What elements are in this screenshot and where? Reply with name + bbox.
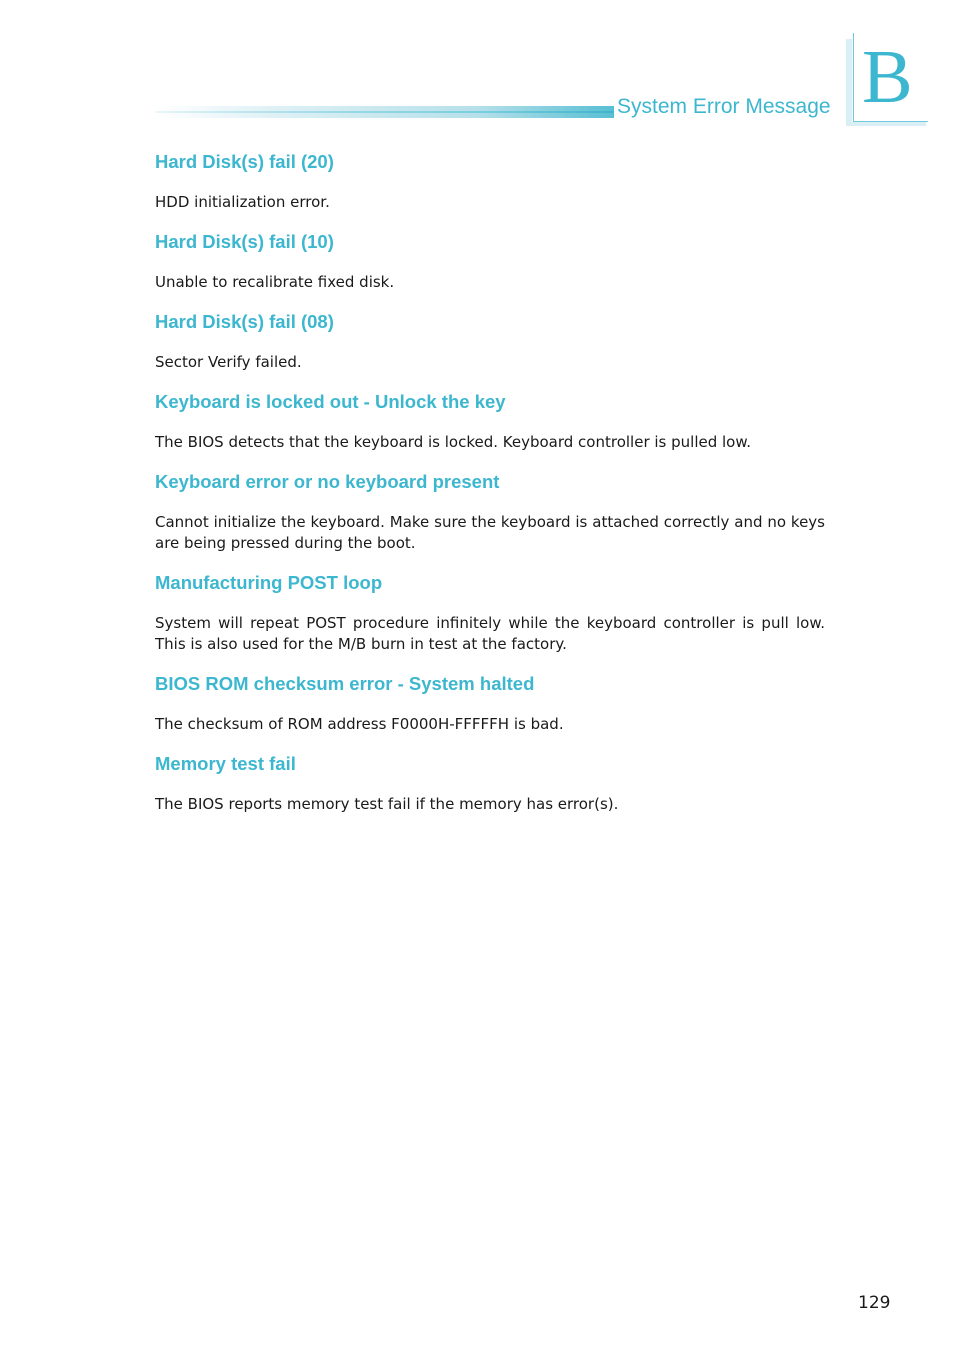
chapter-tab-shadow-left [846, 39, 852, 126]
error-title: BIOS ROM checksum error - System halted [155, 673, 535, 694]
error-description: Cannot initialize the keyboard. Make sure the keyboard is attached correctly and no keys are being pressed during the boot. [155, 513, 825, 552]
error-entry [155, 308, 825, 373]
header-gradient-bar [156, 106, 614, 118]
error-entry [155, 569, 825, 655]
error-entry [155, 468, 825, 554]
chapter-tab-shadow-bottom [846, 122, 926, 126]
error-title: Manufacturing POST loop [155, 572, 383, 593]
error-entry [155, 148, 825, 213]
error-description: The BIOS detects that the keyboard is locked. Keyboard controller is pulled low. [155, 433, 752, 451]
error-title: Memory test fail [155, 753, 296, 774]
error-entry [155, 388, 825, 453]
error-description: HDD initialization error. [155, 193, 330, 211]
error-message-list [155, 148, 825, 830]
error-title: Keyboard is locked out - Unlock the key [155, 391, 506, 412]
error-entry [155, 670, 825, 735]
error-description: The checksum of ROM address F0000H-FFFFFH is bad. [155, 715, 564, 733]
error-description: System will repeat POST procedure infinitely while the keyboard controller is pull low. This is also used for the M/B burn in test at the factory. [155, 614, 825, 653]
chapter-tab [846, 33, 928, 126]
error-description: The BIOS reports memory test fail if the memory has error(s). [155, 795, 619, 813]
section-title: System Error Message [617, 95, 831, 118]
error-title: Hard Disk(s) fail (10) [155, 231, 334, 252]
chapter-tab-border-left [853, 33, 854, 122]
error-description: Sector Verify failed. [155, 353, 302, 371]
error-entry [155, 228, 825, 293]
error-description: Unable to recalibrate fixed disk. [155, 273, 395, 291]
chapter-letter: B [862, 35, 913, 119]
error-title: Hard Disk(s) fail (20) [155, 151, 334, 172]
error-title: Keyboard error or no keyboard present [155, 471, 500, 492]
page-number: 129 [858, 1293, 891, 1313]
error-title: Hard Disk(s) fail (08) [155, 311, 334, 332]
error-entry [155, 750, 825, 815]
